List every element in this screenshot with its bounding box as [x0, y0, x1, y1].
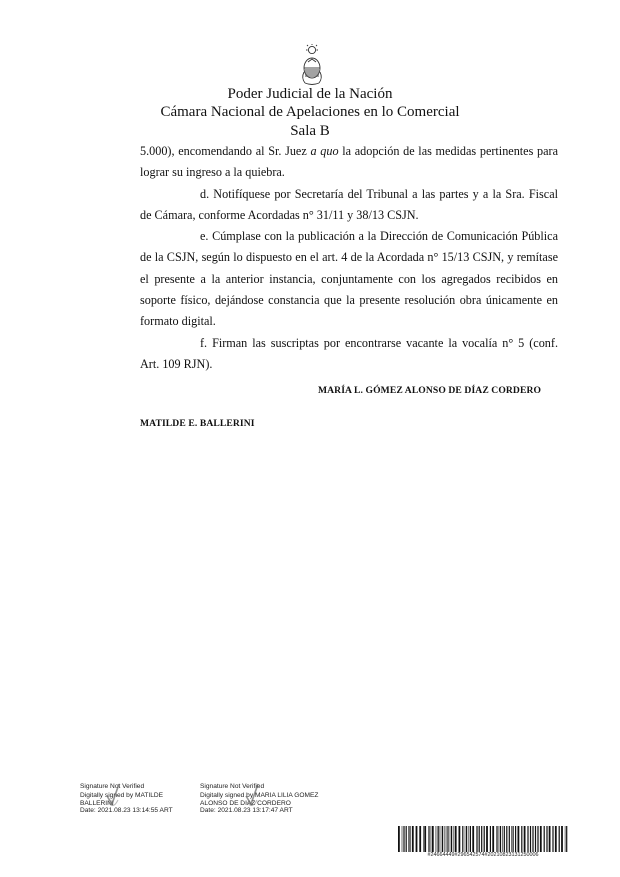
barcode-bar — [532, 826, 533, 852]
barcode-bar — [412, 826, 414, 852]
barcode-bar — [470, 826, 471, 852]
signature-check-icon — [105, 782, 121, 812]
sala-heading: Sala B — [290, 123, 330, 139]
barcode-bar — [547, 826, 548, 852]
paragraph-e: e. Cúmplase con la publicación a la Dirección de Comunicación Pública de la CSJN, según lo dispuesto en el art. 4 de la Acordada n° 15/13 CSJN, y remítase el presente a la anterior instancia, conjuntamente con los agregados recibidos en soporte físico, dejándose constancia que la presente resolución obra únicamente en formato digital. — [140, 229, 558, 329]
barcode-bar — [566, 826, 567, 852]
signed-by-line-2: BALLERINI — [80, 799, 114, 807]
barcode-bar — [466, 826, 467, 852]
barcode-bar — [565, 826, 566, 852]
chamber-name-heading: Cámara Nacional de Apelaciones en lo Comercial — [160, 104, 460, 120]
barcode-bar — [502, 826, 503, 852]
barcode-bar — [497, 826, 498, 852]
barcode-bar — [446, 826, 447, 852]
digital-signature-left — [80, 783, 173, 815]
barcode-bar — [524, 826, 526, 852]
barcode-bar — [484, 826, 485, 852]
signature-name-left: MATILDE E. BALLERINI — [140, 418, 255, 429]
barcode-bar — [402, 826, 403, 852]
signature-date: Date: 2021.08.23 13:17:47 ART — [200, 807, 293, 815]
barcode-bar — [436, 826, 437, 852]
barcode-bar — [479, 826, 480, 852]
barcode-bar — [537, 826, 538, 852]
signature-status: Signature Not Verified — [200, 783, 265, 790]
signature-name-right: MARÍA L. GÓMEZ ALONSO DE DÍAZ CORDERO — [318, 385, 542, 396]
barcode-bar — [546, 826, 547, 852]
barcode-bar — [416, 826, 418, 852]
barcode-bar — [431, 826, 432, 852]
barcode-bar — [398, 826, 400, 852]
signature-status: Signature Not Verified — [80, 783, 145, 790]
paragraph-continuation: 5.000), encomendando al Sr. Juez a quo la adopción de las medidas pertinentes para lograr su ingreso a la quiebra. — [140, 144, 559, 180]
barcode-bar — [424, 826, 426, 852]
signature-check-icon — [244, 782, 260, 812]
barcode-bar — [451, 826, 452, 852]
barcode-bar — [540, 826, 542, 852]
barcode-bar — [490, 826, 491, 852]
barcode-bar — [455, 826, 457, 852]
signed-by-line-2: ALONSO DE DIAZ CORDERO — [200, 799, 291, 807]
barcode-bar — [437, 826, 438, 852]
barcode-bar — [403, 826, 404, 852]
barcode-bar — [555, 826, 557, 852]
resolution-body — [140, 141, 558, 375]
barcode-bar — [513, 826, 514, 852]
barcode-bar — [552, 826, 553, 852]
barcode-bar — [518, 826, 520, 852]
barcode-bar — [544, 826, 545, 852]
barcode-bar — [511, 826, 512, 852]
barcode-bar — [506, 826, 507, 852]
barcode-bar — [499, 826, 500, 852]
barcode-bar — [450, 826, 451, 852]
barcode-bar — [445, 826, 446, 852]
barcode-bar — [462, 826, 463, 852]
barcode-bar — [442, 826, 443, 852]
barcode-number: #24664449#296542574#20210823131250006 — [427, 852, 539, 858]
barcode-bar — [559, 826, 560, 852]
signed-by-line: Digitally signed by MATILDE — [80, 792, 164, 800]
barcode-bar — [423, 826, 424, 852]
barcode-bar — [432, 826, 434, 852]
signature-date: Date: 2021.08.23 13:14:55 ART — [80, 807, 173, 815]
barcode-bar — [549, 826, 551, 852]
barcode-bar — [509, 826, 510, 852]
barcode-bar — [459, 826, 461, 852]
barcode-bar — [476, 826, 477, 852]
barcode-bar — [496, 826, 497, 852]
barcode-bar — [408, 826, 409, 852]
barcode-bar — [486, 826, 488, 852]
barcode-bar — [535, 826, 536, 852]
barcode-bar — [419, 826, 421, 852]
barcode-bar — [465, 826, 466, 852]
barcode-bar — [477, 826, 478, 852]
paragraph-d: d. Notifíquese por Secretaría del Tribunal a las partes y a la Sra. Fiscal de Cámara, conforme Acordadas n° 31/11 y 38/13 CSJN. — [140, 186, 558, 222]
barcode-bar — [409, 826, 410, 852]
national-seal-icon — [299, 44, 325, 86]
barcode-bar — [406, 826, 407, 852]
barcode-bar — [500, 826, 501, 852]
barcode-bar — [527, 826, 528, 852]
barcode-bar — [454, 826, 455, 852]
barcode-bar — [429, 826, 430, 852]
barcode-bar — [515, 826, 516, 852]
barcode-bar — [438, 826, 439, 852]
barcode-bar — [428, 826, 429, 852]
barcode-bar — [530, 826, 531, 852]
barcode-bar — [447, 826, 448, 852]
barcode-bar — [492, 826, 494, 852]
barcode-bar — [481, 826, 482, 852]
signed-by-line: Digitally signed by MARIA LILIA GOMEZ — [200, 792, 319, 800]
barcode-bar — [472, 826, 474, 852]
barcode-bar — [441, 826, 442, 852]
barcode-bar — [561, 826, 563, 852]
barcode-bar — [469, 826, 470, 852]
document-barcode — [398, 826, 568, 852]
barcode-bar — [404, 826, 405, 852]
barcode-bar — [448, 826, 449, 852]
barcode-bar — [504, 826, 505, 852]
paragraph-f: f. Firman las suscriptas por encontrarse vacante la vocalía n° 5 (conf. Art. 109 RJN). — [140, 335, 558, 371]
barcode-bar — [521, 826, 522, 852]
court-name-heading: Poder Judicial de la Nación — [227, 86, 393, 102]
